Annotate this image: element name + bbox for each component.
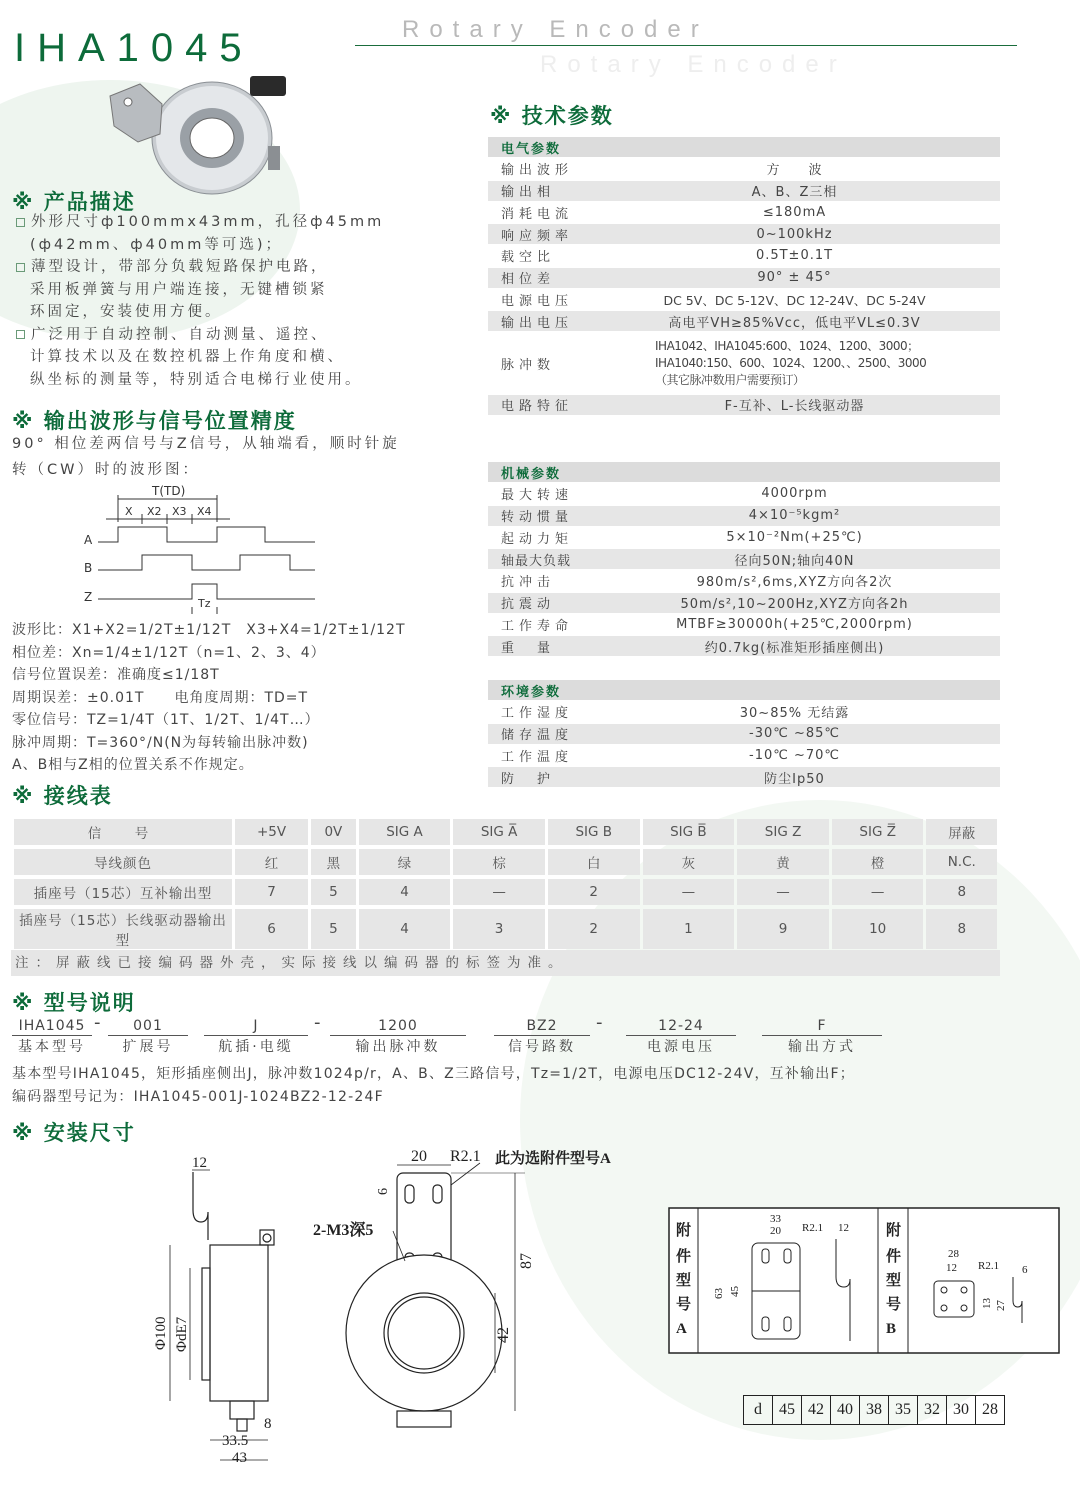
spec-value: 90° ± 45° bbox=[757, 270, 832, 286]
pn-label: 电源电压 bbox=[647, 1039, 715, 1055]
spec-row bbox=[488, 724, 1000, 744]
spec-row bbox=[488, 246, 1000, 266]
wiring-cell: N.C. bbox=[926, 849, 997, 875]
spec-row bbox=[488, 527, 1000, 547]
wiring-cell: — bbox=[832, 879, 924, 905]
waveform-diagram bbox=[80, 482, 330, 617]
spec-key: 起动力矩 bbox=[501, 531, 574, 547]
dim-12: 12 bbox=[946, 1262, 957, 1274]
pulse-values bbox=[619, 338, 1000, 389]
acc-b-char: B bbox=[886, 1321, 897, 1337]
header-title-en-shadow: Rotary Encoder bbox=[540, 51, 847, 78]
wiring-cell: 屏蔽 bbox=[926, 819, 997, 845]
pulse-line: IHA1042、IHA1045:600、1024、1200、3000； bbox=[655, 338, 919, 353]
wiring-cell: 5 bbox=[311, 909, 356, 949]
spec-row bbox=[488, 484, 1000, 504]
spec-key: 输出波形 bbox=[501, 163, 574, 179]
section-heading-waveform: ※ 输出波形与信号位置精度 bbox=[12, 409, 297, 433]
example-line: 基本型号IHA1045，矩形插座侧出J，脉冲数1024p/r，A、B、Z三路信号，Tz=1/2T，电源电压DC12-24V，互补输出F； bbox=[12, 1066, 855, 1082]
desc-line: 广泛用于自动控制、自动测量、遥控、 bbox=[16, 324, 384, 347]
pn-field-signals bbox=[494, 1017, 590, 1058]
spec-row bbox=[488, 767, 1000, 787]
dim-r2-1: R2.1 bbox=[450, 1148, 481, 1165]
pn-label: 基本型号 bbox=[18, 1039, 86, 1055]
waveform-notes bbox=[12, 619, 406, 777]
section-heading-tech: ※ 技术参数 bbox=[490, 104, 614, 128]
dim-phi-d: ΦdE7 bbox=[174, 1316, 190, 1352]
wiring-cell: 10 bbox=[832, 909, 924, 949]
spec-value: DC 5V、DC 5-12V、DC 12-24V、DC 5-24V bbox=[663, 292, 926, 308]
pn-value: BZ2 bbox=[494, 1017, 590, 1036]
wiring-cell: 8 bbox=[926, 909, 997, 949]
section-heading-product: ※ 产品描述 bbox=[12, 190, 136, 214]
spec-value: 50m/s²,10~200Hz,XYZ方向各2h bbox=[680, 597, 909, 613]
wiring-cell: 黄 bbox=[737, 849, 829, 875]
spec-value: 30~85% 无结露 bbox=[739, 706, 850, 722]
spec-key: 轴最大负载 bbox=[501, 553, 572, 569]
wiring-row-header: 导线颜色 bbox=[14, 849, 232, 875]
spec-key: 电源电压 bbox=[501, 294, 574, 310]
header-title-en: Rotary Encoder bbox=[402, 16, 709, 43]
label-z: Z bbox=[84, 590, 93, 604]
wiring-cell: 2 bbox=[548, 879, 640, 905]
wiring-cell: — bbox=[643, 879, 735, 905]
pn-label: 扩展号 bbox=[122, 1039, 174, 1055]
dim-12: 12 bbox=[838, 1222, 849, 1234]
dim-phi100: Φ100 bbox=[153, 1316, 169, 1350]
spec-row bbox=[488, 181, 1000, 201]
dim-20: 20 bbox=[770, 1225, 781, 1237]
dim-12: 12 bbox=[192, 1155, 207, 1171]
spec-value: 高电平VH≥85%Vcc，低电平VL≤0.3V bbox=[668, 315, 921, 331]
spec-value: 方 波 bbox=[766, 163, 823, 179]
wiring-cell: 7 bbox=[235, 879, 308, 905]
wiring-cell: SIG Z̅ bbox=[832, 819, 924, 845]
label-x1: X bbox=[125, 505, 133, 518]
bore-size-value: 32 bbox=[918, 1396, 947, 1425]
spec-value: 约0.7kg(标准矩形插座侧出) bbox=[704, 640, 885, 656]
model-title: IHA1045 bbox=[14, 26, 254, 70]
acc-b-char: 型 bbox=[886, 1273, 902, 1289]
spec-key: 工作湿度 bbox=[501, 706, 574, 722]
product-desc bbox=[16, 211, 384, 391]
dim-6: 6 bbox=[376, 1188, 391, 1195]
wiring-table bbox=[11, 815, 1000, 953]
wiring-cell: 白 bbox=[548, 849, 640, 875]
pulse-line: （其它脉冲数用户需要预订） bbox=[655, 372, 805, 387]
dim-r2-1: R2.1 bbox=[802, 1222, 824, 1234]
waveform-intro bbox=[12, 431, 400, 483]
spec-value: 径向50N;轴向40N bbox=[734, 553, 855, 569]
wiring-cell: 8 bbox=[926, 879, 997, 905]
wiring-cell: 红 bbox=[235, 849, 308, 875]
acc-b-char: 附 bbox=[886, 1223, 902, 1239]
pn-field-connector bbox=[204, 1017, 308, 1058]
dim-63: 63 bbox=[713, 1288, 725, 1299]
acc-a-char: 号 bbox=[676, 1297, 692, 1313]
pn-value: IHA1045 bbox=[12, 1017, 92, 1036]
spec-key: 抗震动 bbox=[501, 597, 556, 613]
spec-value: 5×10⁻²Nm(+25℃) bbox=[726, 529, 863, 545]
wiring-row-header: 信 号 bbox=[14, 819, 232, 845]
pn-field-output bbox=[762, 1017, 882, 1058]
note-line: 波形比：X1+X2=1/2T±1/12T X3+X4=1/2T±1/12T bbox=[12, 622, 406, 638]
pn-value: F bbox=[762, 1017, 882, 1036]
wiring-row bbox=[14, 819, 997, 845]
side-view-drawing bbox=[140, 1150, 300, 1470]
pn-label: 信号路数 bbox=[508, 1039, 576, 1055]
pulse-line: IHA1040:150、600、1024、1200、、2500、3000 bbox=[655, 355, 927, 370]
wiring-cell: 棕 bbox=[453, 849, 545, 875]
spec-row bbox=[488, 290, 1000, 310]
spec-row bbox=[488, 159, 1000, 179]
wiring-cell: 灰 bbox=[643, 849, 735, 875]
mechanical-params bbox=[488, 462, 1000, 658]
bore-size-value: 42 bbox=[802, 1396, 831, 1425]
accessory-drawings bbox=[668, 1207, 1060, 1357]
wiring-cell: — bbox=[737, 879, 829, 905]
wiring-cell: 绿 bbox=[359, 849, 451, 875]
note-line: 脉冲周期：T=360°/N(N为每转输出脉冲数) bbox=[12, 734, 309, 751]
note-line: A、B相与Z相的位置关系不作规定。 bbox=[12, 757, 254, 773]
spec-row bbox=[488, 549, 1000, 569]
bore-size-value: 38 bbox=[860, 1396, 889, 1425]
wiring-cell: 3 bbox=[453, 909, 545, 949]
bore-size-value: 30 bbox=[947, 1396, 976, 1425]
wiring-cell: +5V bbox=[235, 819, 308, 845]
desc-line: (ф42mm、ф40mm等可选)； bbox=[30, 236, 284, 253]
spec-value: 0~100kHz bbox=[756, 226, 833, 242]
dim-33: 33 bbox=[770, 1213, 781, 1225]
label-x3: X3 bbox=[172, 505, 187, 518]
dim-m3: 2-M3深5 bbox=[313, 1222, 374, 1239]
pn-dash: - bbox=[94, 1012, 101, 1033]
acc-a-char: A bbox=[676, 1321, 687, 1337]
bore-size-table bbox=[743, 1395, 1005, 1425]
dim-45: 45 bbox=[729, 1286, 741, 1297]
pn-value: 12-24 bbox=[626, 1017, 736, 1036]
pn-field-voltage bbox=[626, 1017, 736, 1058]
spec-key: 输出相 bbox=[501, 185, 556, 201]
env-title: 环境参数 bbox=[488, 680, 1000, 700]
note-line: 相位差：Xn=1/4±1/12T（n=1、2、3、4） bbox=[12, 644, 326, 661]
pn-label: 输出方式 bbox=[788, 1039, 856, 1055]
desc-line: 环固定，安装使用方便。 bbox=[30, 304, 223, 320]
pn-label: 航插·电缆 bbox=[218, 1039, 294, 1055]
desc-line: 计算技术以及在数控机器上作角度和横、 bbox=[30, 349, 345, 365]
header-divider bbox=[355, 45, 1017, 46]
spec-key: 重 量 bbox=[501, 640, 556, 656]
wiring-cell: 4 bbox=[359, 909, 451, 949]
note-line: 信号位置误差：准确度≤1/18T bbox=[12, 667, 220, 683]
wiring-cell: 0V bbox=[311, 819, 356, 845]
wiring-cell: 2 bbox=[548, 909, 640, 949]
environment-params bbox=[488, 680, 1000, 789]
note-line: 周期误差：±0.01T 电角度周期：TD=T bbox=[12, 689, 309, 706]
wiring-cell: 4 bbox=[359, 879, 451, 905]
pn-value: 001 bbox=[108, 1017, 188, 1036]
front-view-drawing bbox=[305, 1143, 665, 1443]
spec-key: 防 护 bbox=[501, 771, 556, 787]
intro-line: 转（CW）时的波形图： bbox=[12, 462, 200, 478]
label-b: B bbox=[84, 561, 93, 575]
dim-20: 20 bbox=[411, 1148, 427, 1165]
spec-key: 相位差 bbox=[501, 272, 556, 288]
spec-key: 电路特征 bbox=[501, 399, 574, 415]
spec-value: -10℃ ~70℃ bbox=[749, 747, 840, 763]
spec-key: 转动惯量 bbox=[501, 510, 574, 526]
spec-value: F-互补、L-长线驱动器 bbox=[724, 399, 865, 415]
dim-28: 28 bbox=[948, 1248, 959, 1260]
label-x2: X2 bbox=[147, 505, 162, 518]
acc-b-char: 号 bbox=[886, 1297, 902, 1313]
spec-value: ≤180mA bbox=[762, 204, 827, 220]
dim-13: 13 bbox=[981, 1298, 993, 1309]
pn-field-pulse bbox=[330, 1017, 466, 1058]
product-photo bbox=[100, 76, 300, 196]
label-a: A bbox=[84, 533, 93, 547]
label-tz: Tz bbox=[198, 597, 211, 610]
pn-value: 1200 bbox=[330, 1017, 466, 1036]
dim-27: 27 bbox=[995, 1300, 1007, 1311]
spec-key: 消耗电流 bbox=[501, 206, 574, 222]
desc-line: 外形尺寸ф100mmx43mm，孔径ф45mm bbox=[16, 211, 384, 234]
wiring-row bbox=[14, 849, 997, 875]
bore-size-value: 45 bbox=[773, 1396, 802, 1425]
spec-key: 输出电压 bbox=[501, 315, 574, 331]
pn-dash: - bbox=[596, 1012, 603, 1033]
spec-row-pulse bbox=[488, 333, 1000, 393]
desc-line: 采用板弹簧与用户端连接，无键槽锁紧 bbox=[30, 281, 328, 298]
dim-6: 6 bbox=[1022, 1264, 1028, 1276]
wiring-cell: 5 bbox=[311, 879, 356, 905]
section-heading-wiring: ※ 接线表 bbox=[12, 784, 113, 808]
acc-a-char: 件 bbox=[676, 1249, 692, 1265]
model-example bbox=[12, 1063, 855, 1108]
spec-value: 4000rpm bbox=[761, 486, 828, 502]
spec-value: 980m/s²,6ms,XYZ方向各2次 bbox=[696, 575, 893, 591]
dim-87: 87 bbox=[518, 1253, 535, 1269]
wiring-row-header: 插座号（15芯）长线驱动器输出型 bbox=[14, 909, 232, 949]
label-x4: X4 bbox=[197, 505, 212, 518]
spec-key: 响应频率 bbox=[501, 228, 574, 244]
spec-key: 最大转速 bbox=[501, 488, 574, 504]
pn-dash: - bbox=[314, 1012, 321, 1033]
label-period: T(TD) bbox=[152, 484, 186, 498]
dim-33-5: 33.5 bbox=[222, 1433, 249, 1449]
spec-key: 脉冲数 bbox=[501, 357, 556, 373]
wiring-cell: — bbox=[453, 879, 545, 905]
electrical-title: 电气参数 bbox=[488, 137, 1000, 157]
spec-row bbox=[488, 615, 1000, 635]
pn-value: J bbox=[204, 1017, 308, 1036]
wiring-cell: 6 bbox=[235, 909, 308, 949]
acc-a-char: 型 bbox=[676, 1273, 692, 1289]
wiring-row-header: 插座号（15芯）互补输出型 bbox=[14, 879, 232, 905]
bore-size-value: 35 bbox=[889, 1396, 918, 1425]
wiring-row bbox=[14, 909, 997, 949]
bore-size-value: 40 bbox=[831, 1396, 860, 1425]
spec-value: MTBF≥30000h(+25℃,2000rpm) bbox=[676, 617, 913, 633]
spec-row bbox=[488, 702, 1000, 722]
spec-value: A、B、Z三相 bbox=[751, 185, 838, 201]
acc-b-char: 件 bbox=[886, 1249, 902, 1265]
spec-row bbox=[488, 506, 1000, 526]
pn-label: 输出脉冲数 bbox=[355, 1039, 441, 1055]
spec-row bbox=[488, 636, 1000, 656]
wiring-cell: SIG B bbox=[548, 819, 640, 845]
dim-r2-1: R2.1 bbox=[978, 1260, 1000, 1272]
pn-field-ext bbox=[108, 1017, 188, 1058]
note-line: 零位信号：TZ=1/4T（1T、1/2T、1/4T…） bbox=[12, 712, 320, 728]
example-line: 编码器型号记为：IHA1045-001J-1024BZ2-12-24F bbox=[12, 1088, 384, 1105]
spec-row bbox=[488, 311, 1000, 331]
wiring-cell: 黑 bbox=[311, 849, 356, 875]
dim-43: 43 bbox=[232, 1450, 247, 1466]
dim-42: 42 bbox=[495, 1327, 512, 1343]
spec-row bbox=[488, 593, 1000, 613]
spec-key: 抗冲击 bbox=[501, 575, 556, 591]
wiring-row bbox=[14, 879, 997, 905]
spec-row bbox=[488, 202, 1000, 222]
wiring-cell: SIG B̅ bbox=[643, 819, 735, 845]
dim-8: 8 bbox=[264, 1416, 272, 1432]
wiring-cell: 1 bbox=[643, 909, 735, 949]
spec-key: 工作寿命 bbox=[501, 619, 574, 635]
desc-line: 纵坐标的测量等，特别适合电梯行业使用。 bbox=[30, 371, 363, 388]
spec-value: 4×10⁻⁵kgm² bbox=[748, 508, 841, 524]
spec-row bbox=[488, 395, 1000, 415]
spec-value: 0.5T±0.1T bbox=[755, 248, 834, 264]
spec-value: 防尘Ip50 bbox=[764, 771, 825, 787]
spec-key: 载空比 bbox=[501, 250, 556, 266]
mechanical-title: 机械参数 bbox=[488, 462, 1000, 482]
intro-line: 90° 相位差两信号与Z信号，从轴端看，顺时针旋 bbox=[12, 436, 400, 452]
section-heading-mounting: ※ 安装尺寸 bbox=[12, 1121, 136, 1145]
spec-row bbox=[488, 571, 1000, 591]
spec-key: 储存温度 bbox=[501, 728, 574, 744]
section-heading-model: ※ 型号说明 bbox=[12, 991, 136, 1015]
electrical-params bbox=[488, 137, 1000, 417]
wiring-cell: SIG Z bbox=[737, 819, 829, 845]
accessory-note: 此为选附件型号A bbox=[495, 1151, 611, 1167]
spec-row bbox=[488, 224, 1000, 244]
spec-row bbox=[488, 268, 1000, 288]
wiring-cell: 9 bbox=[737, 909, 829, 949]
wiring-note: 注：屏蔽线已接编码器外壳，实际接线以编码器的标签为准。 bbox=[11, 950, 1000, 976]
wiring-cell: SIG A bbox=[359, 819, 451, 845]
spec-key: 工作温度 bbox=[501, 749, 574, 765]
spec-value: -30℃ ~85℃ bbox=[749, 726, 840, 742]
bore-size-value: 28 bbox=[976, 1396, 1005, 1425]
wiring-cell: 橙 bbox=[832, 849, 924, 875]
acc-a-char: 附 bbox=[676, 1223, 692, 1239]
desc-line: 薄型设计，带部分负载短路保护电路， bbox=[16, 256, 384, 279]
wiring-cell: SIG A̅ bbox=[453, 819, 545, 845]
pn-field-base bbox=[12, 1017, 92, 1058]
spec-row bbox=[488, 745, 1000, 765]
bore-size-label: d bbox=[744, 1396, 773, 1425]
